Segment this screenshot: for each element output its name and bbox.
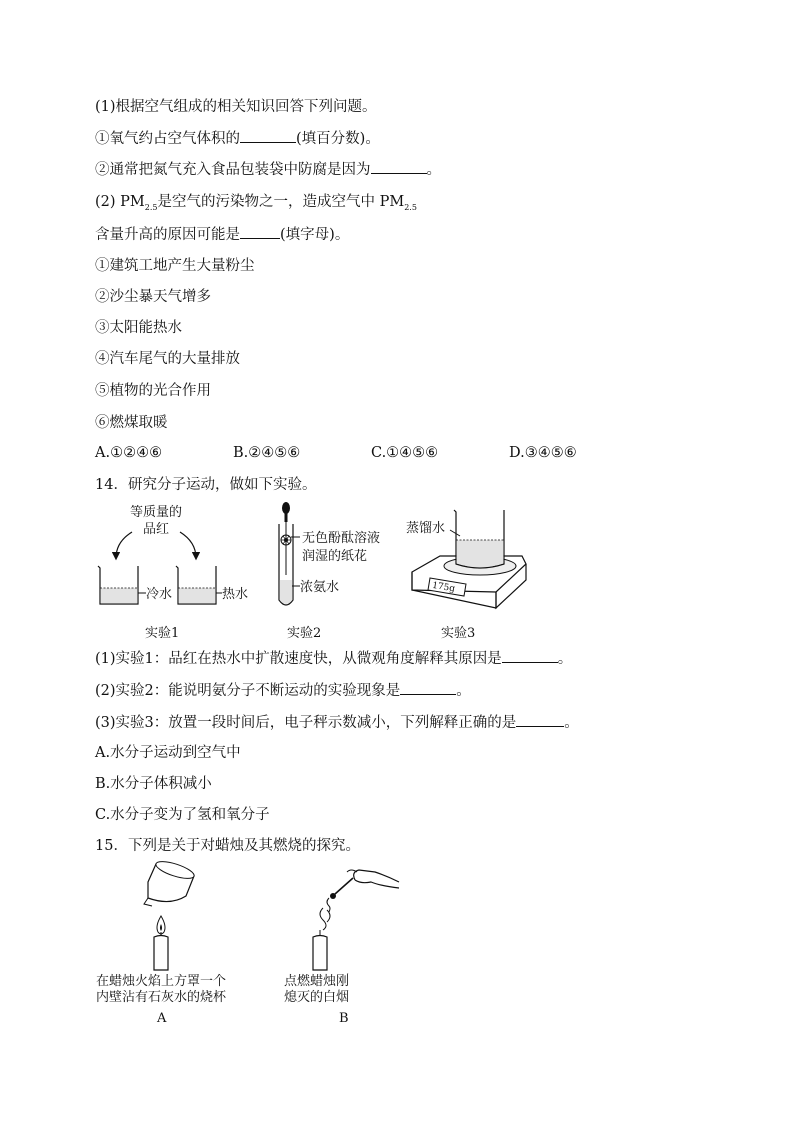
caption-a-line1: 在蜡烛火焰上方罩一个: [96, 974, 227, 989]
caption-b-line1: 点燃蜡烛刚: [284, 974, 350, 989]
experiment1-figure: [94, 500, 264, 615]
q13-item: ③太阳能热水: [95, 320, 182, 336]
arrow-left-icon: [116, 532, 132, 558]
option-d[interactable]: D.③④⑤⑥: [509, 445, 577, 461]
q13-item: ④汽车尾气的大量排放: [95, 351, 240, 367]
experiment3-figure: [400, 500, 540, 615]
caption-experiment1: 实验1: [145, 626, 180, 641]
q13-pm-mid: 是空气的污染物之一，造成空气中 PM: [157, 194, 405, 210]
q14-q3-text: (3)实验3：放置一段时间后，电子秤示数减小，下列解释正确的是: [95, 715, 517, 731]
beaker-distilled-icon: [454, 510, 504, 568]
caption-a: [96, 974, 226, 1006]
answer-blank[interactable]: [371, 159, 427, 174]
smoke-icon: [320, 908, 330, 930]
label-equal-mass: 等质量的: [129, 505, 183, 520]
q13-part1-b-text: ②通常把氮气充入食品包装袋中防腐是因为: [95, 162, 371, 178]
answer-blank[interactable]: [240, 128, 296, 143]
q13-item: ①建筑工地产生大量粉尘: [95, 258, 255, 274]
candle-flame-icon: [157, 916, 165, 934]
q14-choice-b[interactable]: B.水分子体积减小: [95, 776, 212, 792]
q13-part1-b: [95, 159, 441, 180]
label-ammonia: 浓氨水: [300, 580, 340, 595]
q15-stem: 15．下列是关于对蜡烛及其燃烧的探究。: [95, 838, 360, 854]
hand-icon: [347, 870, 399, 888]
candle-icon: [154, 932, 168, 970]
q13-item: ②沙尘暴天气增多: [95, 289, 211, 305]
answer-blank[interactable]: [400, 680, 456, 695]
label-distilled-water: 蒸馏水: [406, 521, 446, 536]
pm-subscript: 2.5: [404, 202, 417, 212]
q14-question2: [95, 680, 471, 701]
q14-question1: [95, 648, 572, 669]
q14-stem: 14．研究分子运动，做如下实验。: [95, 477, 317, 493]
experiment2-figure: [266, 500, 386, 615]
q13-part1-intro: (1)根据空气组成的相关知识回答下列问题。: [95, 99, 377, 115]
label-pinred: 品红: [142, 522, 170, 537]
option-c[interactable]: C.①④⑤⑥: [371, 445, 439, 461]
q13-pm-text: (2) PM: [95, 194, 145, 210]
q14-q2-end: 。: [456, 683, 471, 699]
label-phenolphthalein: 无色酚酞溶液: [302, 531, 381, 546]
q13-part2-line1: [95, 192, 417, 218]
caption-b-letter: B: [339, 1011, 349, 1026]
q13-part1-b-end: 。: [426, 162, 441, 178]
q14-question3: [95, 712, 579, 733]
q13-part1-a-text: ①氧气约占空气体积的: [95, 131, 240, 147]
answer-blank[interactable]: [240, 224, 280, 239]
q14-q3-end: 。: [564, 715, 579, 731]
candle-icon: [313, 930, 327, 970]
test-tube-icon: [279, 502, 293, 605]
option-b[interactable]: B.②④⑤⑥: [233, 445, 301, 461]
q14-choice-a[interactable]: A.水分子运动到空气中: [95, 745, 241, 761]
label-wet-paper: 润湿的纸花: [302, 549, 368, 564]
label-hot-water: 热水: [222, 587, 249, 602]
q13-part2-text: 含量升高的原因可能是: [95, 227, 240, 243]
q13-item: ⑤植物的光合作用: [95, 383, 211, 399]
pm-subscript: 2.5: [144, 202, 158, 212]
beaker-hot-icon: [176, 566, 216, 604]
label-cold-water: 冷水: [146, 587, 173, 602]
q13-item: ⑥燃煤取暖: [95, 415, 168, 431]
caption-b-line2: 熄灭的白烟: [284, 990, 350, 1005]
caption-b: [284, 974, 349, 1006]
figure-a: [128, 858, 238, 973]
figure-b: [295, 858, 405, 973]
caption-experiment2: 实验2: [287, 626, 322, 641]
answer-blank[interactable]: [516, 712, 564, 727]
answer-blank[interactable]: [502, 648, 558, 663]
q14-choice-c[interactable]: C.水分子变为了氢和氧分子: [95, 807, 270, 823]
inverted-beaker-icon: [144, 858, 196, 906]
q13-part1-a: [95, 128, 380, 149]
scale-readout: 175g: [431, 580, 456, 595]
q13-options: [95, 443, 577, 463]
q13-part1-a-hint: (填百分数)。: [296, 131, 380, 147]
q14-q1-text: (1)实验1：品红在热水中扩散速度快，从微观角度解释其原因是: [95, 651, 502, 667]
arrow-right-icon: [180, 532, 196, 558]
match-icon: [327, 878, 353, 912]
q14-q1-end: 。: [557, 651, 573, 667]
q14-q2-text: (2)实验2：能说明氨分子不断运动的实验现象是: [95, 683, 401, 699]
q13-part2-hint: (填字母)。: [280, 227, 350, 243]
option-a[interactable]: A.①②④⑥: [95, 445, 163, 461]
beaker-cold-icon: [98, 566, 138, 604]
caption-experiment3: 实验3: [441, 626, 476, 641]
caption-a-line2: 内壁沾有石灰水的烧杯: [96, 990, 227, 1005]
caption-a-letter: A: [157, 1011, 167, 1026]
q13-part2-line2: [95, 224, 349, 245]
